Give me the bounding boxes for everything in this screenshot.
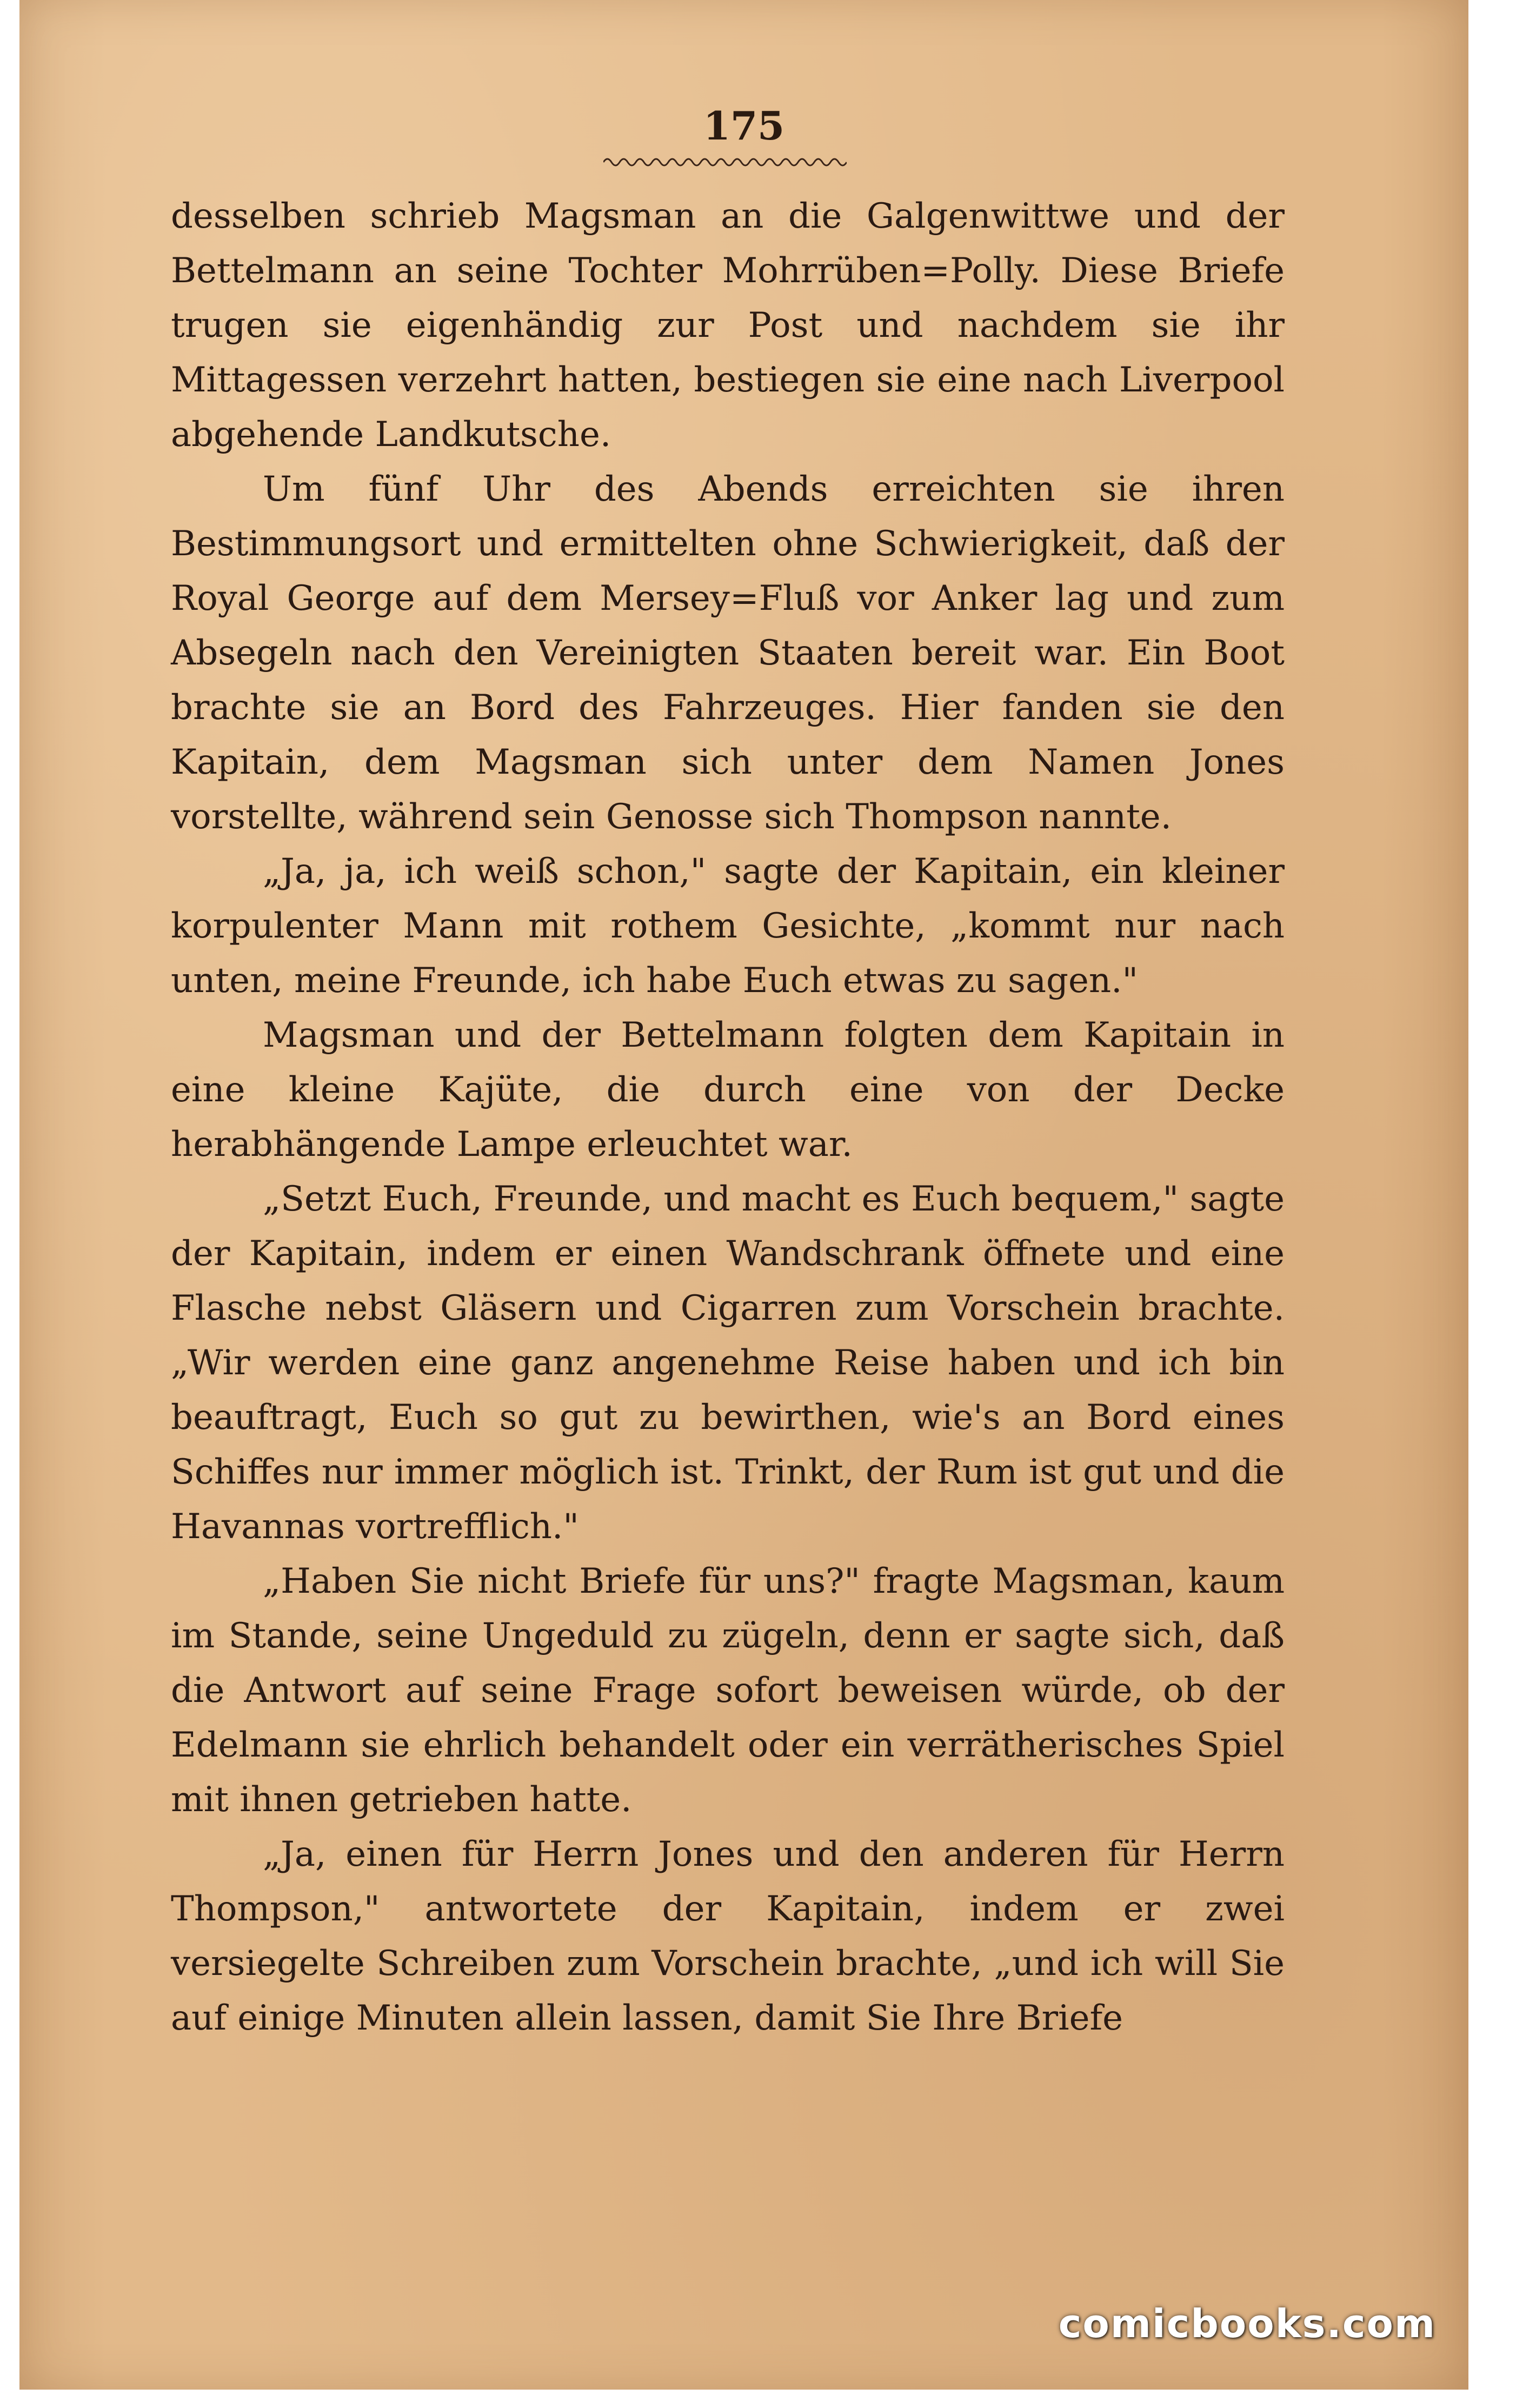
book-page [19, 0, 1468, 2390]
paragraph: desselben schrieb Magsman an die Galgenwittwe und der Bettelmann an seine Tochter Mohrrüben=Polly. Diese Briefe trugen sie eigenhändig zur Post und nachdem sie ihr Mittagessen verzehrt hatten, bestiegen sie eine nach Liverpool abgehende Landkutsche. [171, 196, 1285, 455]
paragraph: „Ja, einen für Herrn Jones und den anderen für Herrn Thompson," antwortete der Kapitain, indem er zwei versiegelte Schreiben zum Vorschein brachte, „und ich will Sie auf einige Minuten allein lassen, damit Sie Ihre Briefe [171, 1834, 1285, 2038]
watermark: comicbooks.com [1058, 2301, 1436, 2346]
paragraph: „Ja, ja, ich weiß schon," sagte der Kapitain, ein kleiner korpulenter Mann mit rothem Gesichte, „kommt nur nach unten, meine Freunde, ich habe Euch etwas zu sagen." [171, 852, 1285, 1001]
paragraph: „Haben Sie nicht Briefe für uns?" fragte Magsman, kaum im Stande, seine Ungeduld zu zügeln, denn er sagte sich, daß die Antwort auf seine Frage sofort beweisen würde, ob der Edelmann sie ehrlich behandelt oder ein verrätherisches Spiel mit ihnen getrieben hatte. [171, 1561, 1285, 1820]
paragraph: Um fünf Uhr des Abends erreichten sie ihren Bestimmungsort und ermittelten ohne Schwierigkeit, daß der Royal George auf dem Mersey=Fluß vor Anker lag und zum Absegeln nach den Vereinigten Staaten bereit war. Ein Boot brachte sie an Bord des Fahrzeuges. Hier fanden sie den Kapitain, dem Magsman sich unter dem Namen Jones vorstellte, während sein Genosse sich Thompson nannte. [171, 469, 1285, 837]
paragraph: „Setzt Euch, Freunde, und macht es Euch bequem," sagte der Kapitain, indem er einen Wandschrank öffnete und eine Flasche nebst Gläsern und Cigarren zum Vorschein brachte. „Wir werden eine ganz angenehme Reise haben und ich bin beauftragt, Euch so gut zu bewirthen, wie's an Bord eines Schiffes nur immer möglich ist. Trinkt, der Rum ist gut und die Havannas vortrefflich." [171, 1179, 1285, 1547]
decorative-wave-ornament [603, 154, 847, 170]
paragraph: Magsman und der Bettelmann folgten dem Kapitain in eine kleine Kajüte, die durch eine von der Decke herabhängende Lampe erleuchtet war. [171, 1015, 1285, 1165]
page-number: 175 [703, 103, 785, 149]
body-text [171, 189, 1285, 2046]
